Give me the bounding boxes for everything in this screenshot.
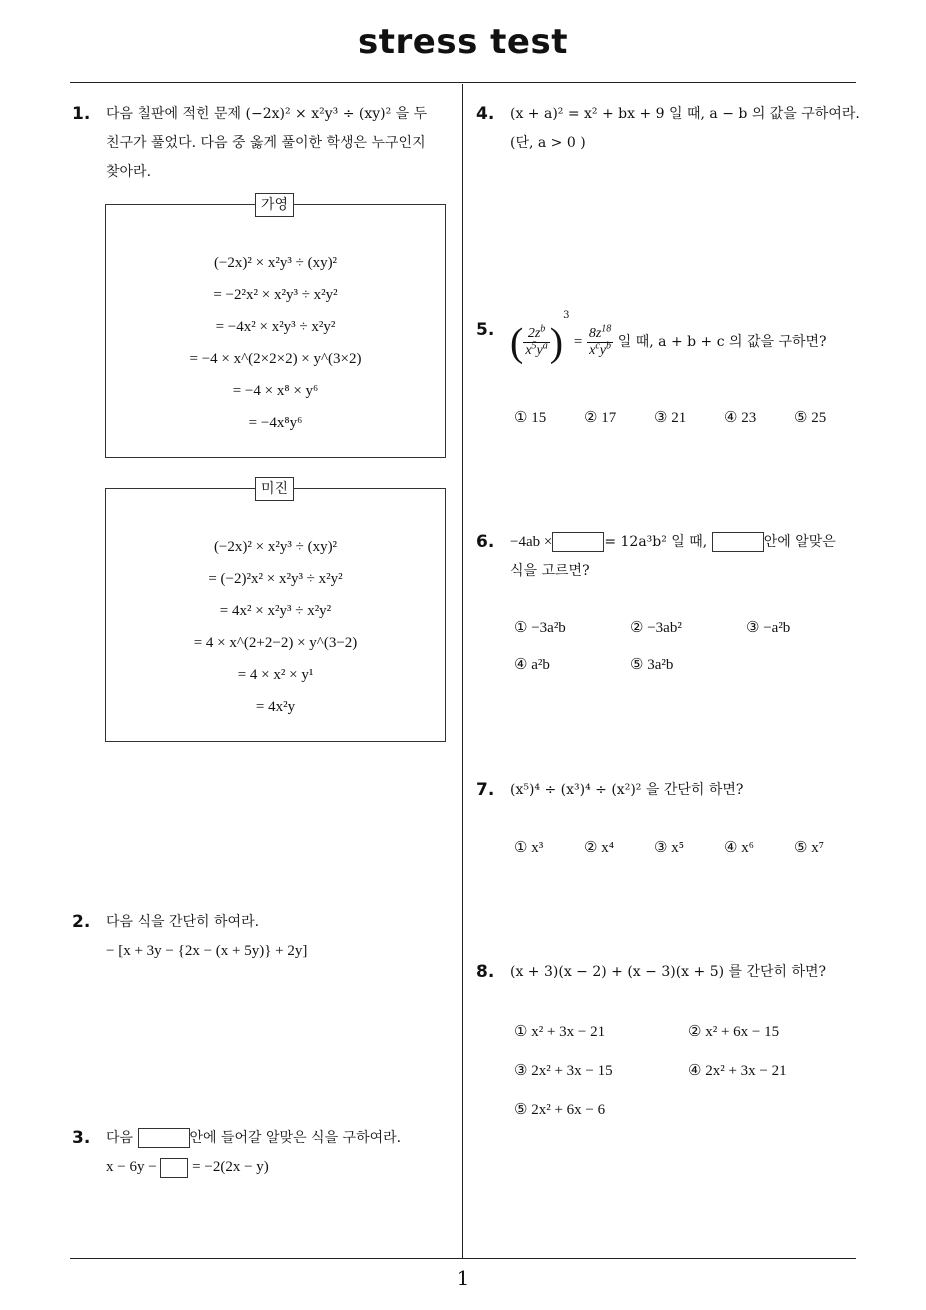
question-5-text: ( $\frac{2z^b}{x^5y^a}$ )$^3$ = $\frac{8z^{18}}{x^cy^b}$ 일 때, a + b + c 의 값을 구하면? <box>510 310 827 365</box>
question-1-line-2: 친구가 풀었다. 다음 중 옳게 풀이한 학생은 누구인지 <box>106 135 426 151</box>
box1-line-5: = −4 × x⁸ × y⁶ <box>232 383 319 399</box>
fraction-result: $\frac{8z^{18}}{x^cy^b}$ <box>588 322 612 358</box>
choice-1[interactable]: ① −3a²b <box>514 620 566 636</box>
box2-line-5: = 4 × x² × y¹ <box>237 667 314 683</box>
question-3-text <box>106 1124 456 1182</box>
question-3-expr-b: = −2(2x − y) <box>192 1159 269 1175</box>
question-1-number: 1. <box>72 104 91 124</box>
choice-3[interactable]: ③ 21 <box>654 410 687 426</box>
left-paren: ( <box>510 319 524 365</box>
choice-1[interactable]: ① 15 <box>514 410 547 426</box>
choice-4[interactable]: ④ 23 <box>724 410 757 426</box>
answer-blank-box <box>138 1128 190 1148</box>
question-6-line-2: 식을 고르면? <box>510 563 590 579</box>
choice-3[interactable]: ③ −a²b <box>746 620 791 636</box>
question-2-expression: − [x + 3y − {2x − (x + 5y)} + 2y] <box>106 943 308 959</box>
question-1-text <box>106 100 456 187</box>
answer-blank-box-6 <box>712 532 764 552</box>
choice-1[interactable]: ① x² + 3x − 21 <box>514 1024 606 1040</box>
choice-1[interactable]: ① x³ <box>514 840 544 856</box>
choice-3[interactable]: ③ x⁵ <box>654 840 684 856</box>
solution-box-gayoung <box>105 204 446 458</box>
question-6-choices <box>514 618 854 678</box>
question-8-number: 8. <box>476 962 495 982</box>
choice-5[interactable]: ⑤ 3a²b <box>630 657 674 673</box>
question-8-choices <box>514 1022 854 1122</box>
box1-line-1: (−2x)² × x²y³ ÷ (xy)² <box>213 255 338 271</box>
question-6-expr-b: = 12a³b² 일 때, <box>604 534 708 550</box>
box1-line-2: = −2²x² × x²y³ ÷ x²y² <box>213 287 338 303</box>
page-number: 1 <box>456 1266 470 1290</box>
choice-2[interactable]: ② −3ab² <box>630 620 682 636</box>
question-6-text <box>510 528 860 586</box>
choice-4[interactable]: ④ a²b <box>514 657 550 673</box>
question-3-expr-a: x − 6y − <box>106 1159 157 1175</box>
solution-box-mijin <box>105 488 446 742</box>
box2-line-1: (−2x)² × x²y³ ÷ (xy)² <box>213 539 338 555</box>
box2-label: 미진 <box>255 477 294 501</box>
box1-line-4: = −4 × x^(2×2×2) × y^(3×2) <box>189 351 362 367</box>
box2-line-6: = 4x²y <box>255 699 296 715</box>
question-4-line-1: (x + a)² = x² + bx + 9 일 때, a − b 의 값을 구하여라. <box>510 106 860 122</box>
question-5-number: 5. <box>476 320 495 340</box>
box2-line-3: = 4x² × x²y³ ÷ x²y² <box>219 603 332 619</box>
question-1-line-1: 다음 칠판에 적힌 문제 (−2x)² × x²y³ ÷ (xy)² 을 두 <box>106 106 428 122</box>
column-divider <box>462 84 463 1258</box>
question-4-text <box>510 100 860 158</box>
top-rule <box>70 82 856 83</box>
question-2-text <box>106 908 456 966</box>
question-4-line-2: (단, a > 0 ) <box>510 135 586 151</box>
choice-4[interactable]: ④ x⁶ <box>724 840 754 856</box>
box1-label: 가영 <box>255 193 294 217</box>
choice-3[interactable]: ③ 2x² + 3x − 15 <box>514 1063 613 1079</box>
choice-2[interactable]: ② x² + 6x − 15 <box>688 1024 780 1040</box>
choice-5[interactable]: ⑤ 2x² + 6x − 6 <box>514 1102 606 1118</box>
question-3-text-a: 다음 <box>106 1130 134 1146</box>
choice-2[interactable]: ② x⁴ <box>584 840 614 856</box>
page-title: stress test <box>358 22 568 62</box>
question-6-expr-a: −4ab × <box>510 534 553 550</box>
bottom-rule <box>70 1258 856 1259</box>
box2-line-2: = (−2)²x² × x²y³ ÷ x²y² <box>208 571 343 587</box>
right-paren: ) <box>549 319 564 365</box>
question-3-number: 3. <box>72 1128 91 1148</box>
box1-line-3: = −4x² × x²y³ ÷ x²y² <box>215 319 336 335</box>
question-7-text: (x⁵)⁴ ÷ (x³)⁴ ÷ (x²)² 을 간단히 하면? <box>510 782 744 798</box>
question-6-number: 6. <box>476 532 495 552</box>
choice-5[interactable]: ⑤ x⁷ <box>794 840 824 856</box>
expression-blank-box <box>160 1158 188 1178</box>
question-2-number: 2. <box>72 912 91 932</box>
box1-line-6: = −4x⁸y⁶ <box>248 415 303 431</box>
choice-4[interactable]: ④ 2x² + 3x − 21 <box>688 1063 787 1079</box>
choice-2[interactable]: ② 17 <box>584 410 617 426</box>
question-5-condition: 일 때, a + b + c 의 값을 구하면? <box>617 334 827 350</box>
question-7-number: 7. <box>476 780 495 800</box>
question-7-choices <box>514 838 854 860</box>
question-4-number: 4. <box>476 104 495 124</box>
question-3-text-b: 안에 들어갈 알맞은 식을 구하여라. <box>189 1130 402 1146</box>
question-5-choices <box>514 408 854 430</box>
question-8-text: (x + 3)(x − 2) + (x − 3)(x + 5) 를 간단히 하면? <box>510 964 827 980</box>
fraction-inner: $\frac{2z^b}{x^5y^a}$ <box>525 322 548 358</box>
product-blank-box <box>552 532 604 552</box>
question-1-line-3: 찾아라. <box>106 164 152 180</box>
question-2-line-1: 다음 식을 간단히 하여라. <box>106 914 260 930</box>
choice-5[interactable]: ⑤ 25 <box>794 410 827 426</box>
question-6-expr-c: 안에 알맞은 <box>763 534 836 550</box>
box2-line-4: = 4 × x^(2+2−2) × y^(3−2) <box>193 635 358 651</box>
